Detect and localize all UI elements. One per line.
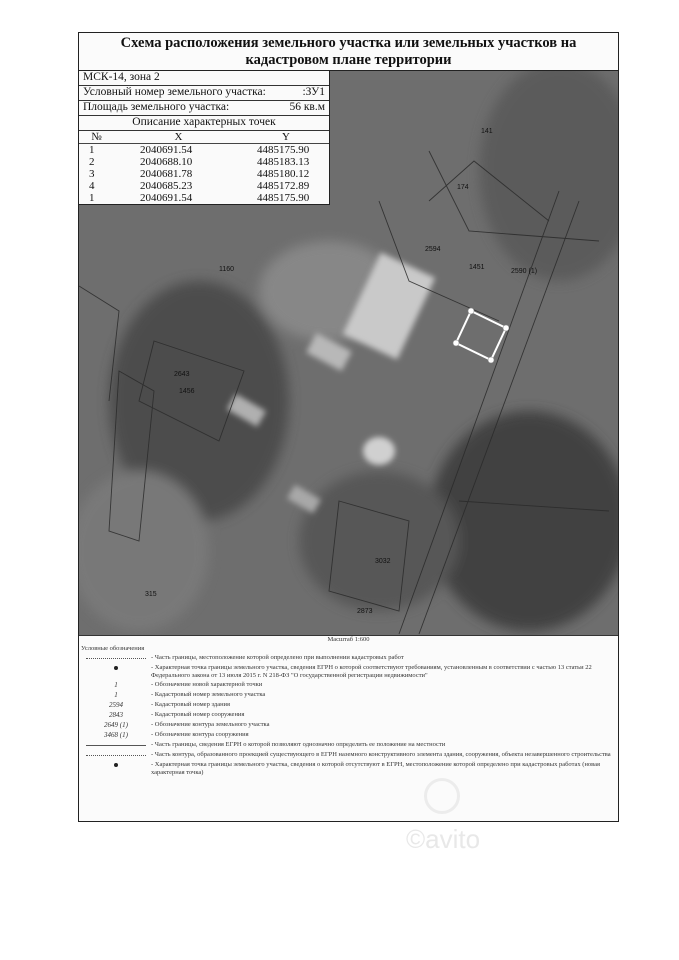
legend-symbol: [81, 741, 151, 749]
col-number: №: [91, 131, 102, 143]
legend-text: - Кадастровый номер земельного участка: [151, 691, 266, 698]
table-row: [79, 180, 329, 192]
legend-item: [81, 664, 616, 680]
map-label-3032: 3032: [375, 558, 391, 565]
table-row: [79, 168, 329, 180]
cadastral-map: [79, 71, 618, 636]
area-row: [79, 101, 329, 116]
map-label-1451: 1451: [469, 264, 485, 271]
map-label-1160: 1160: [219, 266, 235, 273]
legend-point-icon: [114, 666, 118, 670]
avito-watermark: [400, 778, 600, 858]
point-number: 1: [89, 192, 95, 204]
map-label-1456: 1456: [179, 388, 195, 395]
legend-symbol: 2843: [109, 711, 123, 719]
legend-symbol: [81, 654, 151, 662]
legend-text: - Часть контура, образованного проекцией существующего в ЕГРН наземного конструктивного элемента здания, сооружения, объекта незавершенного строительства: [151, 751, 611, 758]
legend-symbol: 1: [114, 691, 118, 699]
scheme-frame: [78, 32, 619, 822]
point-x: 2040688.10: [140, 156, 193, 168]
legend-point-icon: [114, 763, 118, 767]
conditional-number-label: Условный номер земельного участка:: [83, 86, 266, 98]
legend-text: - Обозначение контура сооружения: [151, 731, 249, 738]
parcel-info-block: [79, 71, 330, 205]
legend-item: [81, 711, 616, 720]
point-number: 3: [89, 168, 95, 180]
legend-item: [81, 731, 616, 740]
legend-text: - Часть границы, сведения ЕГРН о которой позволяют однозначно определить ее положение на местности: [151, 741, 446, 748]
legend-line-icon: [86, 755, 146, 756]
legend-item: [81, 751, 616, 760]
legend-symbol: 2649 (1): [104, 721, 128, 729]
map-label-2643: 2643: [174, 371, 190, 378]
point-y: 4485175.90: [257, 144, 310, 156]
conditional-number-row: [79, 86, 329, 101]
point-y: 4485183.13: [257, 156, 310, 168]
legend-symbol: 2594: [109, 701, 123, 709]
legend: [81, 645, 616, 778]
legend-text: - Кадастровый номер здания: [151, 701, 231, 708]
legend-line-icon: [86, 658, 146, 659]
legend-line-icon: [86, 745, 146, 746]
legend-item: [81, 654, 616, 663]
legend-item: [81, 741, 616, 750]
legend-symbol: 1: [114, 681, 118, 689]
legend-text: - Кадастровый номер сооружения: [151, 711, 245, 718]
legend-title: Условные обозначения: [81, 645, 145, 652]
map-label-2594: 2594: [425, 246, 441, 253]
legend-text: - Часть границы, местоположение которой определено при выполнении кадастровых работ: [151, 654, 404, 661]
map-scale: Масштаб 1:600: [327, 636, 370, 643]
legend-item: [81, 681, 616, 690]
conditional-number-value: :ЗУ1: [302, 86, 325, 98]
area-label: Площадь земельного участка:: [83, 101, 230, 113]
legend-item: [81, 691, 616, 700]
scheme-title: Схема расположения земельного участка или земельных участков на кадастровом плане территории: [79, 33, 618, 71]
point-number: 2: [89, 156, 95, 168]
points-table-header: [79, 131, 329, 144]
map-label-2873: 2873: [357, 608, 373, 615]
legend-item: [81, 761, 616, 777]
legend-text: - Обозначение новой характерной точки: [151, 681, 263, 688]
watermark-text: ©avito: [406, 824, 481, 854]
legend-symbol: [81, 761, 151, 769]
points-header: Описание характерных точек: [79, 116, 329, 131]
legend-text: - Характерная точка границы земельного участка, сведения ЕГРН о которой соответствуют требованиям, установленным в соответствии с частью 13 статьи 22 Федерального закона от 13 июля 2015 г. N 218-ФЗ "О государственной регистрации недвижимости": [151, 664, 592, 679]
legend-text: - Характерная точка границы земельного участка, сведения о которой отсутствуют в ЕГРН, местоположение которой определено при кадастровых работах (новая характерная точка): [151, 761, 601, 776]
area-value: 56 кв.м: [289, 101, 325, 113]
legend-symbol: [81, 664, 151, 672]
point-y: 4485175.90: [257, 192, 310, 204]
point-x: 2040691.54: [140, 144, 193, 156]
legend-symbol: [81, 751, 151, 759]
map-label-174: 174: [457, 184, 469, 191]
point-y: 4485180.12: [257, 168, 310, 180]
point-number: 1: [89, 144, 95, 156]
legend-symbol: 3468 (1): [104, 731, 128, 739]
legend-text: - Обозначение контура земельного участка: [151, 721, 270, 728]
point-number: 4: [89, 180, 95, 192]
map-label-141: 141: [481, 128, 493, 135]
map-label-2590: 2590 (1): [511, 268, 538, 275]
col-x: X: [174, 131, 183, 143]
col-y: Y: [282, 131, 290, 143]
legend-item: [81, 701, 616, 710]
table-row: [79, 144, 329, 157]
point-x: 2040691.54: [140, 192, 193, 204]
map-label-315: 315: [145, 591, 157, 598]
points-table: [79, 131, 329, 204]
point-y: 4485172.89: [257, 180, 310, 192]
watermark-logo-icon: [424, 778, 460, 814]
point-x: 2040685.23: [140, 180, 193, 192]
coordinate-system: МСК-14, зона 2: [79, 71, 329, 86]
point-x: 2040681.78: [140, 168, 193, 180]
table-row: [79, 192, 329, 204]
table-row: [79, 156, 329, 168]
legend-item: [81, 721, 616, 730]
